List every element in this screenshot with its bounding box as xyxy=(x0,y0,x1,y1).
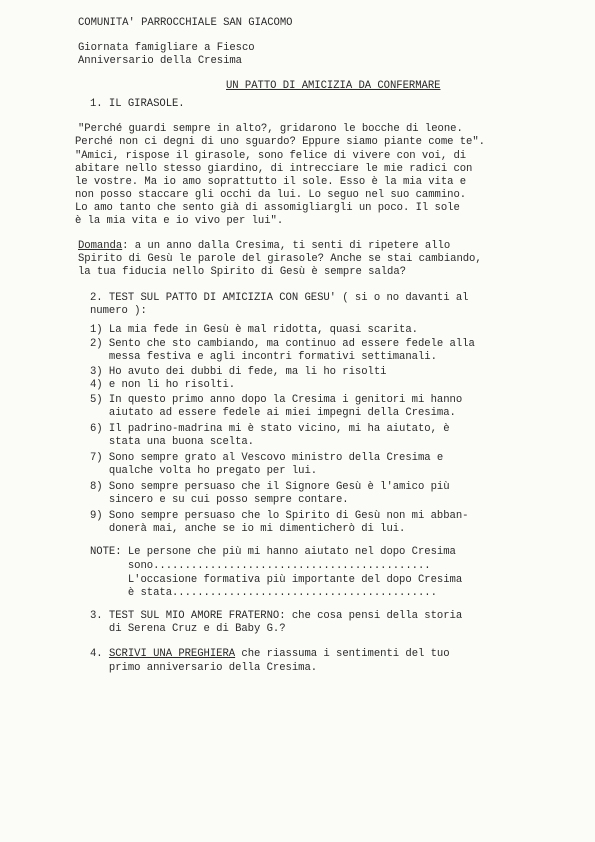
test-item: 4) e non li ho risolti. xyxy=(90,379,236,391)
question-line: Spirito di Gesù le parole del girasole? Anche se stai cambiando, xyxy=(78,253,482,265)
subtitle-day: Giornata famigliare a Fiesco xyxy=(78,42,255,54)
story-line: "Amici, rispose il girasole, sono felice di vivere con voi, di xyxy=(75,150,467,162)
test-item: 3) Ho avuto dei dubbi di fede, ma li ho risolti xyxy=(90,366,387,378)
test-item: sincero e su cui posso sempre contare. xyxy=(90,494,349,506)
test-item: messa festiva e agli incontri formativi settimanali. xyxy=(90,351,437,363)
section4-underlined: SCRIVI UNA PREGHIERA xyxy=(108,648,236,660)
note-line: L'occasione formativa più importante del dopo Cresima xyxy=(90,574,463,586)
test-item: stata una buona scelta. xyxy=(90,436,254,448)
note-line: sono............................................ xyxy=(90,560,431,572)
test-item: 6) Il padrino-madrina mi è stato vicino, mi ha aiutato, è xyxy=(90,423,450,435)
test-item: 5) In questo primo anno dopo la Cresima i genitori mi hanno xyxy=(90,394,463,406)
test-item: 1) La mia fede in Gesù è mal ridotta, quasi scarita. xyxy=(90,324,418,336)
section2-heading: numero ): xyxy=(90,305,147,317)
test-item: 9) Sono sempre persuaso che lo Spirito di Gesù non mi abban- xyxy=(90,510,469,522)
section4-prefix: 4. xyxy=(90,648,109,660)
story-line: Lo amo tanto che sento già di assomigliargli un poco. Il sole xyxy=(75,202,460,214)
question-text: : a un anno dalla Cresima, ti senti di ripetere allo xyxy=(122,240,451,252)
section1-heading: 1. IL GIRASOLE. xyxy=(90,98,185,110)
story-line: non posso staccare gli occhi da lui. Lo seguo nel suo cammino. xyxy=(75,189,467,201)
org-name: COMUNITA' PARROCCHIALE SAN GIACOMO xyxy=(78,17,293,29)
test-item: 8) Sono sempre persuaso che il Signore Gesù è l'amico più xyxy=(90,481,450,493)
section3-line: 3. TEST SUL MIO AMORE FRATERNO: che cosa pensi della storia xyxy=(90,610,463,622)
story-line: Perché non ci degni di uno sguardo? Eppure siamo piante come te". xyxy=(75,136,485,148)
test-item: donerà mai, anche se io mi dimenticherò di lui. xyxy=(90,523,406,535)
note-line: NOTE: Le persone che più mi hanno aiutato nel dopo Cresima xyxy=(90,546,456,558)
question-line: la tua fiducia nello Spirito di Gesù è sempre salda? xyxy=(78,266,406,278)
section4-rest: che riassuma i sentimenti del tuo xyxy=(235,648,450,660)
note-line: è stata.......................................... xyxy=(90,587,437,599)
question-line xyxy=(78,240,450,253)
story-line: "Perché guardi sempre in alto?, gridarono le bocche di leone. xyxy=(78,123,463,135)
document-title: UN PATTO DI AMICIZIA DA CONFERMARE xyxy=(226,80,441,92)
story-line: abitare nello stesso giardino, di intrecciare le mie radici con xyxy=(75,163,473,175)
test-item: 2) Sento che sto cambiando, ma continuo ad essere fedele alla xyxy=(90,338,475,350)
section3-line: di Serena Cruz e di Baby G.? xyxy=(90,623,286,635)
section2-heading: 2. TEST SUL PATTO DI AMICIZIA CON GESU' ( si o no davanti al xyxy=(90,292,469,304)
test-item: 7) Sono sempre grato al Vescovo ministro della Cresima e xyxy=(90,452,444,464)
section4-line: primo anniversario della Cresima. xyxy=(90,662,318,674)
test-item: aiutato ad essere fedele ai miei impegni della Cresima. xyxy=(90,407,456,419)
test-item: qualche volta ho pregato per lui. xyxy=(90,465,318,477)
question-label: Domanda xyxy=(78,240,123,252)
section4-line xyxy=(90,648,450,661)
story-line: è la mia vita e io vivo per lui". xyxy=(75,215,284,227)
subtitle-anniversary: Anniversario della Cresima xyxy=(78,55,242,67)
story-line: le vostre. Ma io amo soprattutto il sole. Esso è la mia vita e xyxy=(75,176,467,188)
